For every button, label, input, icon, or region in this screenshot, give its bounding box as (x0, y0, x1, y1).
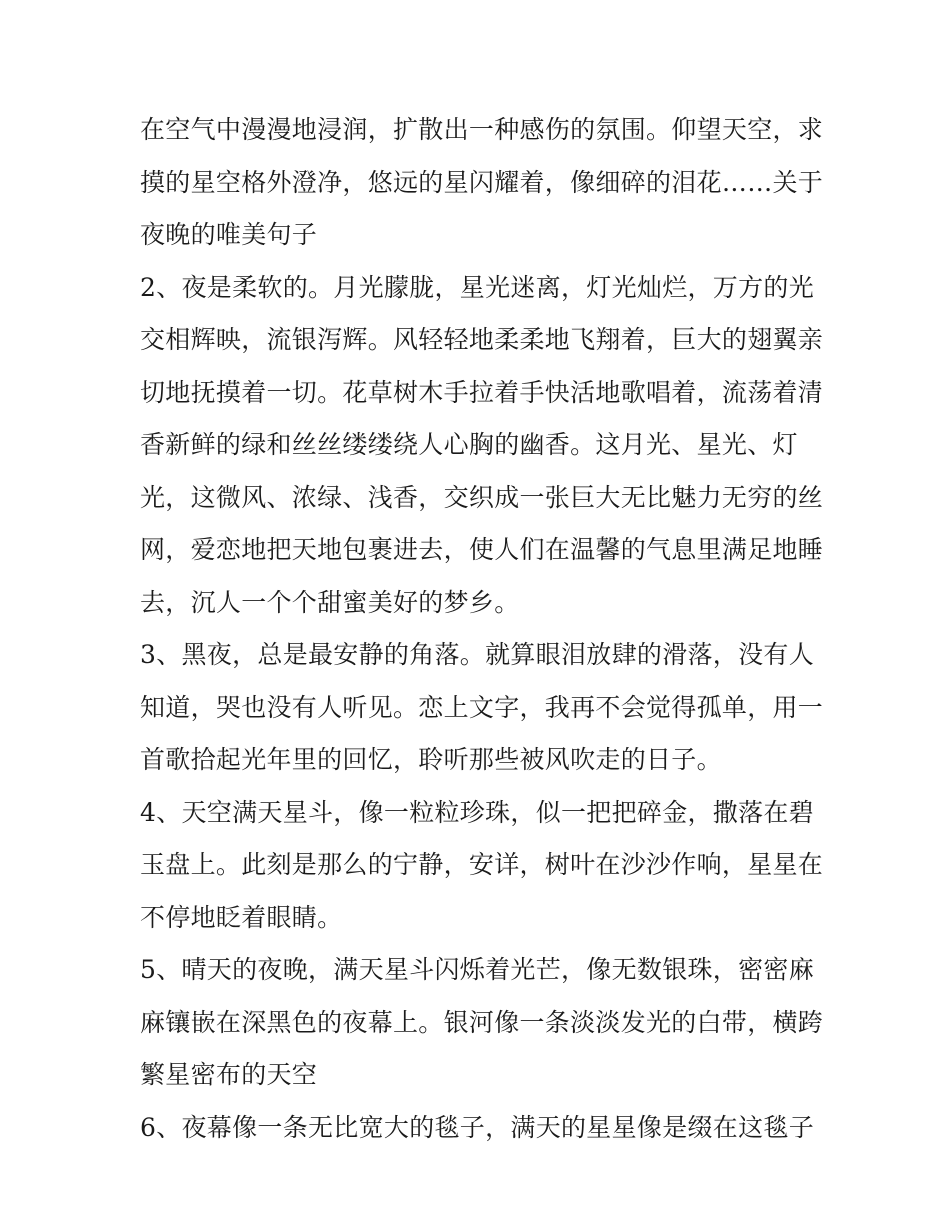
paragraph-intro (140, 104, 824, 262)
text-line: 4、天空满天星斗，像一粒粒珍珠，似一把把碎金，撒落在碧 (140, 797, 815, 827)
text-line: 香新鲜的绿和丝丝缕缕绕人心胸的幽香。这月光、星光、灯 (140, 430, 798, 459)
text-line: 3、黑夜，总是最安静的角落。就算眼泪放肆的滑落，没有人 (140, 640, 815, 669)
paragraph-item-2 (140, 262, 824, 630)
text-line: 摸的星空格外澄净，悠远的星闪耀着，像细碎的泪花……关于 (140, 167, 824, 197)
text-line: 交相辉映，流银泻辉。风轻轻地柔柔地飞翔着，巨大的翅翼亲 (140, 325, 824, 354)
text-line: 5、晴天的夜晚，满天星斗闪烁着光芒，像无数银珠，密密麻 (140, 955, 815, 984)
text-line: 玉盘上。此刻是那么的宁静，安详，树叶在沙沙作响，星星在 (140, 850, 824, 879)
text-line: 光，这微风、浓绿、浅香，交织成一张巨大无比魅力无穷的丝 (140, 482, 824, 512)
document-body (140, 104, 824, 1154)
text-line: 去，沉人一个个甜蜜美好的梦乡。 (140, 587, 520, 617)
paragraph-item-4 (140, 787, 824, 945)
text-line: 夜晚的唯美句子 (140, 220, 318, 249)
paragraph-item-6 (140, 1102, 820, 1155)
paragraph-item-5 (140, 944, 824, 1102)
text-line: 切地抚摸着一切。花草树木手拉着手快活地歌唱着，流荡着清 (140, 377, 824, 407)
text-line: 2、夜是柔软的。月光朦胧，星光迷离，灯光灿烂，万方的光 (140, 272, 815, 302)
text-line: 首歌拾起光年里的回忆，聆听那些被风吹走的日子。 (140, 745, 722, 774)
text-line: 网，爱恋地把天地包裹进去，使人们在温馨的气息里满足地睡 (140, 535, 824, 564)
text-line: 不停地眨着眼睛。 (140, 902, 343, 932)
text-line: 繁星密布的天空 (140, 1060, 318, 1089)
text-line: 在空气中漫漫地浸润，扩散出一种感伤的氛围。仰望天空，求 (140, 115, 824, 144)
text-line: 6、夜幕像一条无比宽大的毯子，满天的星星像是缀在这毯子 (140, 1112, 815, 1142)
text-line: 麻镶嵌在深黑色的夜幕上。银河像一条淡淡发光的白带，横跨 (140, 1007, 824, 1037)
paragraph-item-3 (140, 629, 824, 787)
text-line: 知道，哭也没有人听见。恋上文字，我再不会觉得孤单，用一 (140, 692, 824, 722)
